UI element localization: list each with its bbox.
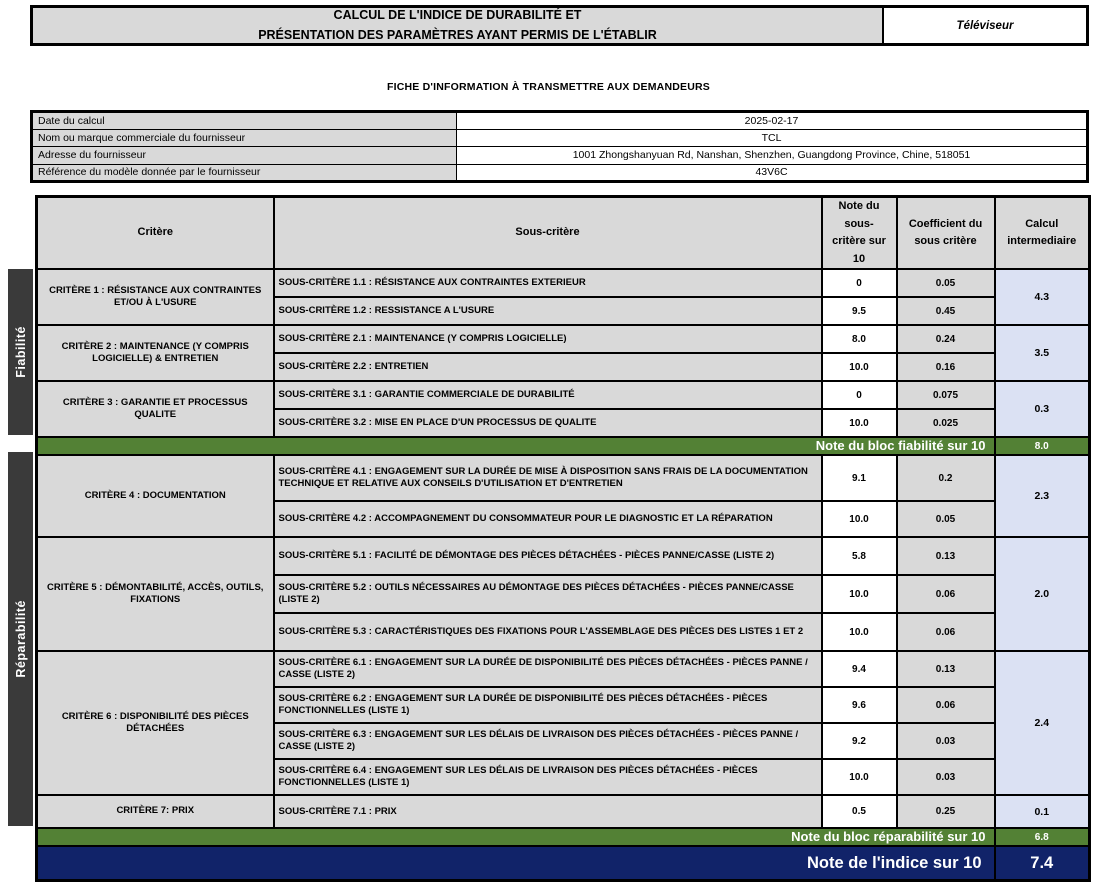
- coefficient-cell: 0.06: [897, 687, 995, 723]
- subcriterion-cell: SOUS-CRITÈRE 4.2 : ACCOMPAGNEMENT DU CONSOMMATEUR POUR LE DIAGNOSTIC ET LA RÉPARATION: [274, 501, 822, 537]
- criterion-cell: CRITÈRE 3 : GARANTIE ET PROCESSUS QUALITE: [37, 381, 274, 437]
- table-row: [37, 537, 1090, 575]
- title-line-2: PRÉSENTATION DES PARAMÈTRES AYANT PERMIS DE L'ÉTABLIR: [258, 27, 657, 42]
- subcriterion-cell: SOUS-CRITÈRE 7.1 : PRIX: [274, 795, 822, 828]
- note-cell: 9.4: [822, 651, 897, 687]
- subcriterion-cell: SOUS-CRITÈRE 6.1 : ENGAGEMENT SUR LA DURÉE DE DISPONIBILITÉ DES PIÈCES DÉTACHÉES - PIÈCES PANNE / CASSE (LISTE 2): [274, 651, 822, 687]
- block-note-value: 8.0: [995, 437, 1090, 455]
- note-cell: 0.5: [822, 795, 897, 828]
- coefficient-cell: 0.075: [897, 381, 995, 409]
- subcriterion-cell: SOUS-CRITÈRE 6.4 : ENGAGEMENT SUR LES DÉLAIS DE LIVRAISON DES PIÈCES DÉTACHÉES - PIÈCES FONCTIONNELLES (LISTE 1): [274, 759, 822, 795]
- note-cell: 9.1: [822, 455, 897, 501]
- block-note-label: Note du bloc réparabilité sur 10: [37, 828, 995, 846]
- subcriterion-cell: SOUS-CRITÈRE 3.2 : MISE EN PLACE D'UN PROCESSUS DE QUALITE: [274, 409, 822, 437]
- coefficient-cell: 0.13: [897, 537, 995, 575]
- calc-cell: 2.4: [995, 651, 1090, 795]
- coefficient-cell: 0.03: [897, 723, 995, 759]
- info-value-brand: TCL: [457, 129, 1088, 147]
- table-row: [37, 795, 1090, 828]
- criterion-cell: CRITÈRE 1 : RÉSISTANCE AUX CONTRAINTES ET/OU À L'USURE: [37, 269, 274, 325]
- subcriterion-cell: SOUS-CRITÈRE 1.2 : RESSISTANCE A L'USURE: [274, 297, 822, 325]
- criterion-cell: CRITÈRE 7: PRIX: [37, 795, 274, 828]
- subcriterion-cell: SOUS-CRITÈRE 5.1 : FACILITÉ DE DÉMONTAGE DES PIÈCES DÉTACHÉES - PIÈCES PANNE/CASSE (LISTE 2): [274, 537, 822, 575]
- note-cell: 5.8: [822, 537, 897, 575]
- coefficient-cell: 0.025: [897, 409, 995, 437]
- col-head-calc: Calcul intermediaire: [995, 197, 1090, 270]
- final-score-value: 7.4: [995, 846, 1090, 880]
- info-label-address: Adresse du fournisseur: [32, 147, 457, 165]
- document-subtitle: FICHE D'INFORMATION À TRANSMETTRE AUX DEMANDEURS: [386, 81, 710, 93]
- supplier-info-table: [30, 110, 1089, 183]
- note-cell: 9.2: [822, 723, 897, 759]
- col-head-subcriterion: Sous-critère: [274, 197, 822, 270]
- block-note-row-reparabilite: [37, 828, 1090, 846]
- document-header: [30, 5, 1089, 46]
- note-cell: 10.0: [822, 501, 897, 537]
- block-note-row-fiabilite: [37, 437, 1090, 455]
- coefficient-cell: 0.24: [897, 325, 995, 353]
- block-bar-reparabilite-label: Réparabilité: [13, 600, 28, 678]
- block-bar-reparabilite: [8, 452, 33, 826]
- product-type-cell: Téléviseur: [884, 8, 1086, 43]
- calc-cell: 2.0: [995, 537, 1090, 651]
- note-cell: 9.6: [822, 687, 897, 723]
- subcriterion-cell: SOUS-CRITÈRE 2.1 : MAINTENANCE (Y COMPRIS LOGICIELLE): [274, 325, 822, 353]
- criterion-cell: CRITÈRE 6 : DISPONIBILITÉ DES PIÈCES DÉTACHÉES: [37, 651, 274, 795]
- col-head-note: Note du sous-critère sur 10: [822, 197, 897, 270]
- note-cell: 9.5: [822, 297, 897, 325]
- info-value-date: 2025-02-17: [457, 112, 1088, 130]
- coefficient-cell: 0.16: [897, 353, 995, 381]
- calc-cell: 4.3: [995, 269, 1090, 325]
- block-bar-fiabilite: [8, 269, 33, 435]
- coefficient-cell: 0.05: [897, 501, 995, 537]
- criterion-cell: CRITÈRE 4 : DOCUMENTATION: [37, 455, 274, 537]
- coefficient-cell: 0.25: [897, 795, 995, 828]
- coefficient-cell: 0.06: [897, 575, 995, 613]
- calc-cell: 0.3: [995, 381, 1090, 437]
- criterion-cell: CRITÈRE 5 : DÉMONTABILITÉ, ACCÈS, OUTILS, FIXATIONS: [37, 537, 274, 651]
- subcriterion-cell: SOUS-CRITÈRE 4.1 : ENGAGEMENT SUR LA DURÉE DE MISE À DISPOSITION SANS FRAIS DE LA DOCUMENTATION TECHNIQUE ET RELATIVE AUX CONSEILS D'UTILISATION ET D'ENTRETIEN: [274, 455, 822, 501]
- coefficient-cell: 0.13: [897, 651, 995, 687]
- info-label-date: Date du calcul: [32, 112, 457, 130]
- table-row: [37, 651, 1090, 687]
- info-value-model: 43V6C: [457, 164, 1088, 182]
- calc-cell: 3.5: [995, 325, 1090, 381]
- info-label-model: Référence du modèle donnée par le fournisseur: [32, 164, 457, 182]
- note-cell: 10.0: [822, 759, 897, 795]
- note-cell: 10.0: [822, 613, 897, 651]
- coefficient-cell: 0.45: [897, 297, 995, 325]
- subcriterion-cell: SOUS-CRITÈRE 6.2 : ENGAGEMENT SUR LA DURÉE DE DISPONIBILITÉ DES PIÈCES DÉTACHÉES - PIÈCES FONCTIONNELLES (LISTE 1): [274, 687, 822, 723]
- col-head-coefficient: Coefficient du sous critère: [897, 197, 995, 270]
- note-cell: 10.0: [822, 409, 897, 437]
- criteria-table: [35, 195, 1091, 882]
- coefficient-cell: 0.06: [897, 613, 995, 651]
- coefficient-cell: 0.03: [897, 759, 995, 795]
- calc-cell: 0.1: [995, 795, 1090, 828]
- block-note-label: Note du bloc fiabilité sur 10: [37, 437, 995, 455]
- table-row: [32, 147, 1088, 165]
- info-value-address: 1001 Zhongshanyuan Rd, Nanshan, Shenzhen, Guangdong Province, Chine, 518051: [457, 147, 1088, 165]
- note-cell: 8.0: [822, 325, 897, 353]
- document-title: [33, 8, 884, 43]
- table-row: [32, 164, 1088, 182]
- final-score-row: [37, 846, 1090, 880]
- subcriterion-cell: SOUS-CRITÈRE 5.3 : CARACTÉRISTIQUES DES FIXATIONS POUR L'ASSEMBLAGE DES PIÈCES DES LISTES 1 ET 2: [274, 613, 822, 651]
- table-row: [37, 455, 1090, 501]
- subcriterion-cell: SOUS-CRITÈRE 3.1 : GARANTIE COMMERCIALE DE DURABILITÉ: [274, 381, 822, 409]
- final-score-label: Note de l'indice sur 10: [37, 846, 995, 880]
- col-head-criterion: Critère: [37, 197, 274, 270]
- table-row: [37, 381, 1090, 409]
- note-cell: 10.0: [822, 353, 897, 381]
- header-row: [37, 197, 1090, 270]
- block-bar-fiabilite-label: Fiabilité: [13, 326, 28, 378]
- table-row: [37, 325, 1090, 353]
- table-row: [37, 269, 1090, 297]
- block-note-value: 6.8: [995, 828, 1090, 846]
- calc-cell: 2.3: [995, 455, 1090, 537]
- subcriterion-cell: SOUS-CRITÈRE 5.2 : OUTILS NÉCESSAIRES AU DÉMONTAGE DES PIÈCES DÉTACHÉES - PIÈCES PANNE/CASSE (LISTE 2): [274, 575, 822, 613]
- note-cell: 0: [822, 269, 897, 297]
- coefficient-cell: 0.05: [897, 269, 995, 297]
- table-row: [32, 129, 1088, 147]
- subcriterion-cell: SOUS-CRITÈRE 1.1 : RÉSISTANCE AUX CONTRAINTES EXTERIEUR: [274, 269, 822, 297]
- note-cell: 0: [822, 381, 897, 409]
- title-line-1: CALCUL DE L'INDICE DE DURABILITÉ ET: [333, 8, 582, 23]
- note-cell: 10.0: [822, 575, 897, 613]
- coefficient-cell: 0.2: [897, 455, 995, 501]
- subcriterion-cell: SOUS-CRITÈRE 2.2 : ENTRETIEN: [274, 353, 822, 381]
- table-row: [32, 112, 1088, 130]
- info-label-brand: Nom ou marque commerciale du fournisseur: [32, 129, 457, 147]
- criterion-cell: CRITÈRE 2 : MAINTENANCE (Y COMPRIS LOGICIELLE) & ENTRETIEN: [37, 325, 274, 381]
- subcriterion-cell: SOUS-CRITÈRE 6.3 : ENGAGEMENT SUR LES DÉLAIS DE LIVRAISON DES PIÈCES DÉTACHÉES - PIÈCES PANNE / CASSE (LISTE 2): [274, 723, 822, 759]
